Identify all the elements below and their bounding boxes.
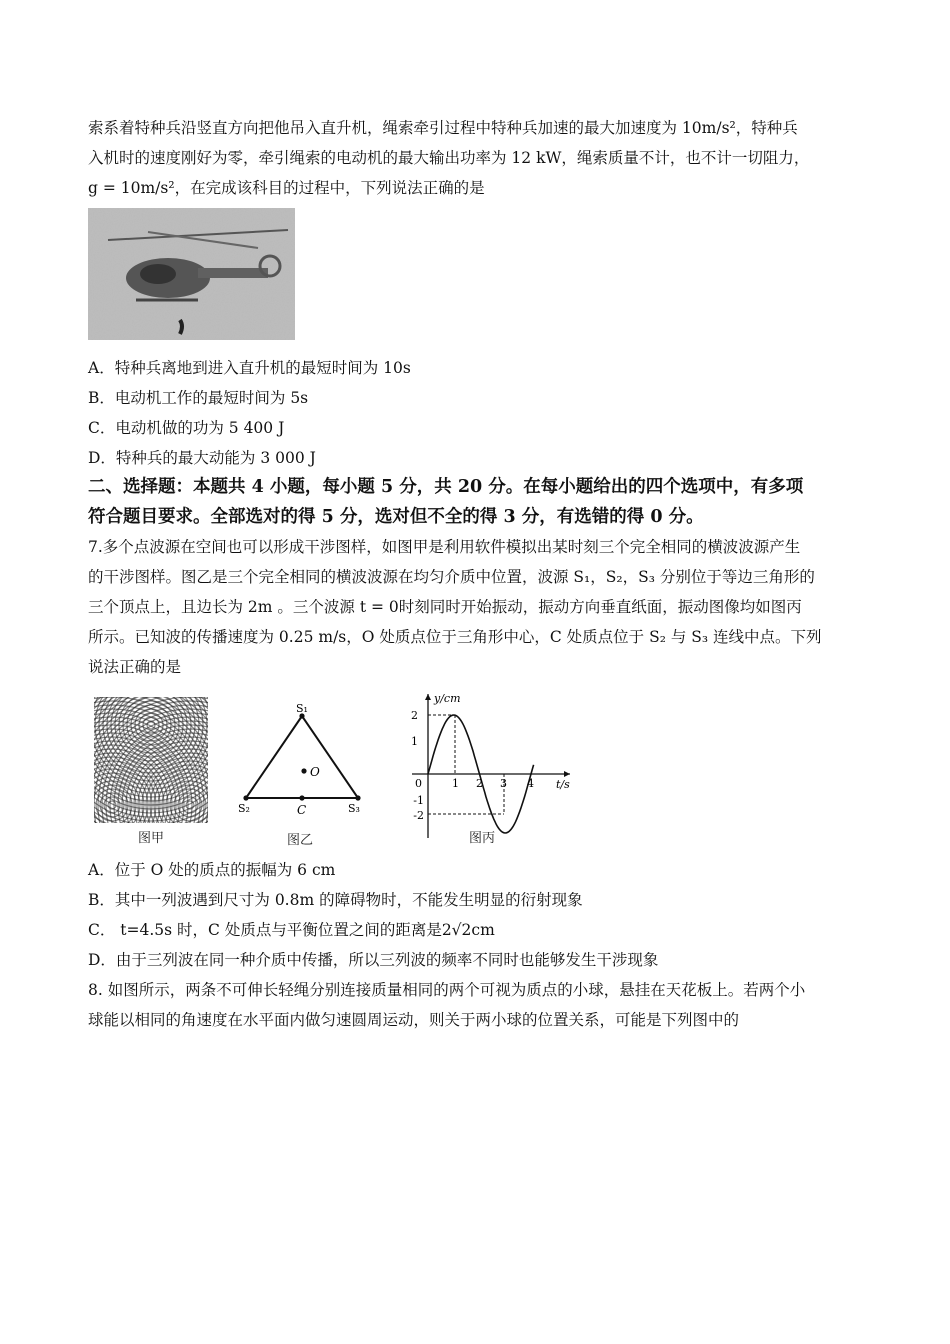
q7-option-c: C． t=4.5s 时，C 处质点与平衡位置之间的距离是2√2cm bbox=[88, 921, 495, 939]
q6-option-d: D．特种兵的最大动能为 3 000 J bbox=[88, 449, 316, 467]
helicopter-photo bbox=[88, 208, 295, 340]
c-label: C bbox=[297, 803, 307, 817]
q6-stem-line2: 入机时的速度刚好为零，牵引绳索的电动机的最大输出功率为 12 kW，绳索质量不计，也不计一切阻力， bbox=[88, 149, 810, 167]
origin-label: 0 bbox=[415, 777, 422, 790]
q7-option-d: D．由于三列波在同一种介质中传播，所以三列波的频率不同时也能够发生干涉现象 bbox=[88, 951, 659, 969]
figure-jia-caption: 图甲 bbox=[137, 831, 165, 846]
y-tick-1: 1 bbox=[411, 735, 418, 748]
q8-stem-line2: 球能以相同的角速度在水平面内做匀速圆周运动，则关于两小球的位置关系，可能是下列图中的 bbox=[88, 1011, 740, 1029]
section2-heading-line1: 二、选择题：本题共 4 小题，每小题 5 分，共 20 分。在每小题给出的四个选项中，有多项 bbox=[88, 477, 804, 497]
figure-bing-caption: 图丙 bbox=[468, 831, 496, 846]
q6-option-c: C．电动机做的功为 5 400 J bbox=[88, 419, 285, 437]
vibration-graph-figure bbox=[400, 688, 575, 850]
s3-label: S₃ bbox=[348, 802, 360, 815]
q6-option-b: B．电动机工作的最短时间为 5s bbox=[88, 389, 309, 407]
s2-label: S₂ bbox=[238, 802, 250, 815]
interference-pattern-figure bbox=[92, 695, 210, 850]
section2-heading-line2: 符合题目要求。全部选对的得 5 分，选对但不全的得 3 分，有选错的得 0 分。 bbox=[88, 507, 704, 527]
q7-stem-line1: 7.多个点波源在空间也可以形成干涉图样，如图甲是利用软件模拟出某时刻三个完全相同的横波波源产生 bbox=[88, 538, 801, 556]
q7-stem-line5: 说法正确的是 bbox=[88, 658, 182, 676]
s1-label: S₁ bbox=[296, 702, 308, 715]
y-tick-neg1: -1 bbox=[413, 794, 424, 807]
y-tick-2: 2 bbox=[411, 709, 418, 722]
q7-stem-line2: 的干涉图样。图乙是三个完全相同的横波波源在均匀介质中位置，波源 S₁，S₂，S₃ 分别位于等边三角形的 bbox=[88, 568, 815, 586]
triangle-figure bbox=[232, 700, 372, 850]
q6-stem-line1: 索系着特种兵沿竖直方向把他吊入直升机，绳索牵引过程中特种兵加速的最大加速度为 10m/s²，特种兵 bbox=[88, 119, 798, 137]
q8-stem-line1: 8. 如图所示，两条不可伸长轻绳分别连接质量相同的两个可视为质点的小球，悬挂在天花板上。若两个小 bbox=[88, 981, 806, 999]
t-tick-2: 2 bbox=[476, 777, 483, 790]
figure-yi-caption: 图乙 bbox=[286, 833, 314, 848]
t-tick-1: 1 bbox=[452, 777, 459, 790]
t-axis-label: t/s bbox=[556, 778, 570, 791]
t-tick-3: 3 bbox=[500, 777, 507, 790]
y-axis-label: y/cm bbox=[434, 692, 461, 705]
q7-option-b: B．其中一列波遇到尺寸为 0.8m 的障碍物时，不能发生明显的衍射现象 bbox=[88, 891, 583, 909]
o-label: O bbox=[310, 765, 320, 779]
t-tick-4: 4 bbox=[527, 777, 534, 790]
y-tick-neg2: -2 bbox=[413, 809, 424, 822]
q6-stem-line3: g = 10m/s²，在完成该科目的过程中，下列说法正确的是 bbox=[88, 179, 485, 197]
q7-stem-line4: 所示。已知波的传播速度为 0.25 m/s，O 处质点位于三角形中心，C 处质点位于 S₂ 与 S₃ 连线中点。下列 bbox=[88, 628, 822, 646]
q7-stem-line3: 三个顶点上，且边长为 2m 。三个波源 t = 0时刻同时开始振动，振动方向垂直纸面，振动图像均如图丙 bbox=[88, 598, 802, 616]
q7-option-a: A．位于 O 处的质点的振幅为 6 cm bbox=[88, 861, 336, 879]
q6-option-a: A．特种兵离地到进入直升机的最短时间为 10s bbox=[88, 359, 411, 377]
